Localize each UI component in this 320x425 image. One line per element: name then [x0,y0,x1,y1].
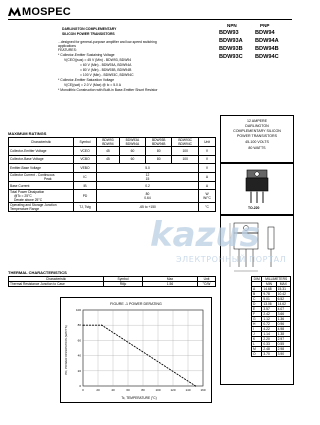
x-tick-label: 20 [96,388,100,392]
feature-5: = 100 V (Min) - BDW93C, BDW94C [80,73,134,77]
info-line-2: DARLINGTON [245,124,269,128]
dim-min: 14.68 [262,287,276,292]
dim-max: 4.98 [276,327,290,332]
mr-head-col4: BDW93C BDW94C [172,138,199,147]
mr-head-unit: Unit [199,138,216,147]
feature-8: * Monolithic Construction with Built-in Base-Emitter Shunt Resistor [58,88,158,92]
x-tick-label: 160 [200,388,206,392]
mospec-logo-icon [8,7,21,16]
max-ratings-title: MAXIMUM RATINGS [8,131,47,136]
chart-ticks [76,308,206,392]
thermal-title: THERMAL CHARACTERISTICS [8,270,67,275]
feature-7: V(CE)(sat) = 2.0 V (Max) @ Ic = 5.0 A [64,83,121,87]
dim-label: B [252,292,262,297]
dim-label: F [252,312,262,317]
dim-min: 4.22 [262,327,276,332]
dim-min: 0.33 [262,342,276,347]
data-point [82,325,83,326]
dim-max: 14.62 [276,302,290,307]
chart-x-label: Tc, TEMPERATURE (°C) [121,396,157,400]
x-tick-label: 80 [141,388,145,392]
package-label: TO-220 [248,206,260,210]
title-line-1: DARLINGTON COMPLEMENTARY [62,27,117,31]
feature-3: = 60 V (Min) - BDW93A, BDW94A [80,63,132,67]
y-tick-label: 80 [77,323,81,328]
part-npn-4: BDW93C [219,54,243,60]
dim-max: 0.96 [276,322,290,327]
mr-head-col2: BDW93A BDW94A [119,138,145,147]
dim-min: 1.14 [262,332,276,337]
y-tick-label: 60 [77,338,81,343]
dim-min: 3.70 [262,352,276,357]
table-row: Base Current IB 0.2 A [9,181,216,190]
dim-max: 15.31 [276,287,290,292]
watermark-logo: kazus [150,215,260,255]
feature-4: = 80 V (Min) - BDW93B, BDW94B [80,68,132,72]
dim-max: 0.55 [276,342,290,347]
dim-label: O [252,352,262,357]
package-box [220,163,294,215]
table-row: Thermal Resistance Junction to Case Rθjc 1.56 °C/W [9,282,216,287]
y-tick-label: 0 [79,384,81,388]
dim-label: I [252,327,262,332]
designed-for-2: applications [58,44,76,48]
dim-label: H [252,322,262,327]
dim-min: 2.20 [262,337,276,342]
dim-label: K [252,337,262,342]
dim-min: 9.78 [262,292,276,297]
mr-head-col1: BDW93 BDW94 [97,138,120,147]
dim-label: J [252,332,262,337]
info-line-3: COMPLEMENTARY SILICON [233,129,281,133]
dim-max: 1.38 [276,332,290,337]
title-line-2: SILICON POWER TRANSISTORS [62,32,115,36]
pnp-label: PNP [260,23,270,28]
dim-min: 1.12 [262,317,276,322]
spec-summary-box [220,115,294,163]
dim-min: 3.57 [262,307,276,312]
table-row: Operating and Storage Junction Temperature Range TJ, Tstg -65 to +150 °C [9,203,216,212]
dim-label: L [252,342,262,347]
table-row: Collector-Base Voltage VCBO 45 60 80 100 V [9,155,216,164]
dim-label: E [252,307,262,312]
dim-label: A [252,287,262,292]
dim-max: 1.36 [276,317,290,322]
dim-title: MILLIMETERS [262,277,291,282]
y-tick-label: 40 [77,353,81,358]
dim-label: D [252,302,262,307]
part-number-list [215,20,291,88]
table-row: Collector-Emitter Voltage VCEO 45 60 80 100 V [9,147,216,156]
feature-1: * Collector-Emitter Sustaining Voltage [58,53,115,57]
dim-max: 3.90 [276,352,290,357]
x-tick-label: 140 [185,388,191,392]
dim-label: M [252,347,262,352]
info-line-4: POWER TRANSISTORS [236,134,277,138]
mr-head-char: Characteristic [9,138,74,147]
x-tick-label: 120 [170,388,176,392]
part-pnp-4: BDW94C [255,54,279,60]
dim-max: 4.07 [276,307,290,312]
chart-y-label: PD, POWER DISSIPATION (WATTS) [64,325,68,375]
max-ratings-table [8,137,216,212]
part-npn-2: BDW93A [219,38,243,44]
designed-for: ...designed for general-purpose amplifier and low-speed switching [58,40,157,44]
dim-label: G [252,317,262,322]
dim-head-dim: DIM [252,277,262,282]
mr-head-symbol: Symbol [74,138,97,147]
dim-min: 0.72 [262,322,276,327]
th-head-char: Characteristic [9,277,104,282]
info-line-6: 80 WATTS [248,146,266,150]
dim-min: 2.48 [262,347,276,352]
x-tick-label: 40 [111,388,115,392]
info-line-1: 12 AMPERE [247,119,267,123]
th-head-symbol: Symbol [104,277,143,282]
y-tick-label: 100 [75,308,81,312]
table-row: Emitter-Base Voltage VEBO 5.0 V [9,164,216,173]
part-pnp-2: BDW94A [255,38,279,44]
dim-min: 13.06 [262,302,276,307]
dimensions-table [251,276,291,357]
dim-min: 2.42 [262,312,276,317]
dim-head-min: MIN [262,282,276,287]
dim-head-max: MAX [276,282,290,287]
part-pnp-3: BDW94B [255,46,279,52]
data-point [195,385,196,386]
to220-package-icon [239,168,275,204]
x-tick-label: 0 [82,388,84,392]
chart-svg [61,298,211,402]
power-derating-graph [60,297,212,403]
dim-max: 2.97 [276,337,290,342]
th-head-max: Max [143,277,198,282]
info-line-5: 45-100 VOLTS [245,140,269,144]
part-npn-1: BDW93 [219,30,239,36]
dim-max: 6.52 [276,297,290,302]
mr-head-col3: BDW93B BDW94B [146,138,172,147]
part-pnp-1: BDW94 [255,30,275,36]
brand-name: MOSPEC [22,6,71,18]
dim-max: 2.98 [276,347,290,352]
x-tick-label: 60 [126,388,130,392]
dim-max: 10.42 [276,292,290,297]
features-label: FEATURES: [58,48,77,52]
table-row: Collector Current - Continuous Peak IC 12 15 A [9,172,216,181]
feature-6: * Collector-Emitter Saturation Voltage [58,78,115,82]
y-tick-label: 20 [77,368,81,373]
watermark-sub: ЭЛЕКТРОННЫЙ ПОРТАЛ [176,255,287,264]
chart-grid [83,310,203,386]
data-point [101,325,102,326]
x-tick-label: 100 [155,388,161,392]
dim-label: C [252,297,262,302]
dim-min: 5.01 [262,297,276,302]
chart-title: FIGURE -1 POWER DERATING [110,302,162,306]
npn-label: NPN [227,23,237,28]
th-head-unit: Unit [198,277,216,282]
thermal-table [8,276,216,287]
dim-max: 3.66 [276,312,290,317]
feature-2: V(CEO)(sus) = 45 V (Min) - BDW93, BDW94 [64,58,132,62]
table-row: Total Power Dissipation @Tc = 25°C Derate above 25°C PD 80 0.64 W W/°C [9,190,216,203]
part-npn-3: BDW93B [219,46,243,52]
